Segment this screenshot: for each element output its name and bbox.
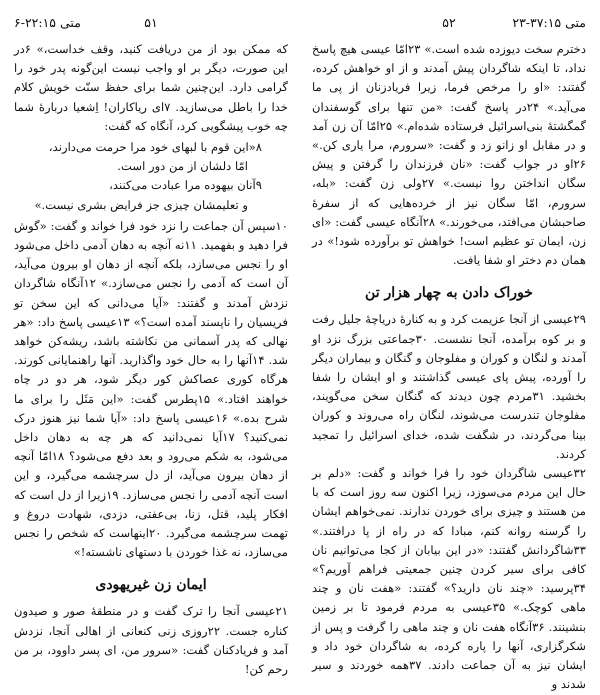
running-header-right bbox=[312, 12, 586, 34]
paragraph: ۳۲عیسی شاگردان خود را فرا خواند و گفت: «دلم بر حال این مردم می‌سوزد، زیرا اکنون سه روز است که با من هستند و چیزی برای خوردن ندارند. نمی‌خواهم ایشان را گرسنه روانه کنم، مبادا که در راه از پا درافتند.» ۳۳شاگردانش گفتند: «در این بیابان از کجا می‌توانیم نان کافی برای سیر کردن چنین جمعیتی فراهم آوریم؟» ۳۴پرسید: «چند نان دارید؟» گفتند: «هفت نان و چند ماهی کوچک.» ۳۵عیسی به مردم فرمود تا بر زمین بنشینند. ۳۶آنگاه هفت نان و چند ماهی را گرفت و پس از شکرگزاری، آنها را پاره کرده، به شاگردان خود داد و ایشان نیز به آن جماعت دادند. ۳۷همه خوردند و سیر شدند و bbox=[312, 466, 586, 692]
paragraph: ۲۱عیسی آنجا را ترک گفت و در منطقهٔ صور و صیدون کناره جست. ۲۲روزی زنی کنعانی از اهالی آنجا، نزدش آمد و فریادکنان گفت: «سرور من، ای پسر داوود، بر من رحم کن! bbox=[14, 604, 288, 677]
poem-line: ۸«این قوم با لبهای خود مرا حرمت می‌دارند، bbox=[48, 140, 262, 155]
text-block bbox=[312, 40, 586, 695]
page-number: ۵۲ bbox=[442, 15, 456, 30]
paragraph: ۱۰سپس آن جماعت را نزد خود فرا خواند و گفت: «گوش فرا دهید و بفهمید. ۱۱نه آنچه به دهان آدمی داخل می‌شود او را نجس می‌سازد، بلکه آنچه از دهان او بیرون می‌آید، آن است که آدمی را نجس می‌سازد.» ۱۲آنگاه شاگردان نزدش آمدند و گفتند: «آیا می‌دانی که این سخن تو فریسیان را ناپسند آمده است؟» ۱۳عیسی پاسخ داد: «هر نهالی که پدر آسمانی من نکاشته باشد، ریشه‌کن خواهد شد. ۱۴آنها را به حال خود واگذارید. آنها راهنمایانی کورند. هرگاه کوری عصاکش کور دیگر شود، هر دو در چاه خواهند افتاد.» ۱۵پطرس گفت: «این مَثَل را برای ما شرح بده.» ۱۶عیسی پاسخ داد: «آیا شما نیز هنوز درک نمی‌کنید؟ ۱۷آیا نمی‌دانید که هر چه به دهان داخل می‌شود، به شکم می‌رود و بعد دفع می‌شود؟ ۱۸امّا آنچه از دهان بیرون می‌آید، از دل سرچشمه می‌گیرد، و این است آنچه آدمی را نجس می‌سازد. ۱۹زیرا از دل است که افکار پلید، قتل، زنا، بی‌عفتی، دزدی، شهادت دروغ و تهمت سرچشمه می‌گیرد. ۲۰اینهاست که شخص را نجس می‌سازد، نه غذا خوردن با دستهای ناشسته!» bbox=[14, 218, 288, 560]
text-block bbox=[14, 40, 288, 679]
poem-line: و تعلیمشان چیزی جز فرایض بشری نیست.» bbox=[34, 197, 248, 212]
paragraph: که ممکن بود از من دریافت کنید، وقف خداست،» ۶در این صورت، دیگر بر او واجب نیست این‌گونه پدر خود را گرامی دارد. این‌چنین شما برای حفظ سنّت خویش کلام خدا را باطل می‌سازید. ۷ای ریاکاران! اِشعیا دربارهٔ شما چه خوب پیشگویی کرد، آنگاه که گفت: bbox=[14, 42, 288, 133]
poem-line: امّا دلشان از من دور است. bbox=[117, 159, 248, 174]
running-header-left bbox=[14, 12, 288, 34]
section-heading: خوراک دادن به چهار هزار تن bbox=[365, 285, 533, 302]
page-number: ۵۱ bbox=[144, 15, 158, 30]
poem-line: ۹آنان بیهوده مرا عبادت می‌کنند، bbox=[109, 178, 262, 193]
page-reference: متی ۱۵:‏۲۳-۳۷ bbox=[512, 15, 586, 30]
paragraph: ۲۹عیسی از آنجا عزیمت کرد و به کنارهٔ دریاچهٔ جلیل رفت و بر کوه برآمده، آنجا نشست. ۳۰جماعتی بزرگ نزد او آمدند و لنگان و کوران و مفلوجان و گنگان و بیماران دیگر را آورده، پیش پای عیسی گذاشتند و او ایشان را شفا بخشید. ۳۱مردم چون دیدند که گنگان سخن می‌گویند، مفلوجان تندرست می‌شوند، لنگان راه می‌روند و کوران بینا می‌گردند، در شگفت شده، خدای اسرائیل را تمجید کردند. bbox=[312, 312, 586, 461]
paragraph: دخترم سخت دیوزده شده است.» ۲۳امّا عیسی هیچ پاسخ نداد، تا اینکه شاگردان پیش آمدند و از او خواهش کرده، گفتند: «او را مرخص فرما، زیرا فریادزنان از پی ما می‌آید.» ۲۴در پاسخ گفت: «من تنها برای گوسفندان گمگشتهٔ بنی‌اسرائیل فرستاده شده‌ام.» ۲۵امّا آن زن آمد و در مقابل او زانو زد و گفت: «سرورم، مرا یاری کن.» ۲۶او در جواب گفت: «نان فرزندان را گرفتن و پیش سگان انداختن روا نیست.» ۲۷ولی زن گفت: «بله، سرورم، امّا سگان نیز از خرده‌هایی که از سفرهٔ صاحبشان می‌افتد، می‌خورند.» ۲۸آنگاه عیسی گفت: «ای زن، ایمان تو عظیم است! خواهش تو برآورده شود!» در همان دم دختر او شفا یافت. bbox=[312, 42, 587, 268]
right-page bbox=[306, 0, 594, 692]
page-reference: متی ۱۵:‏۶-۲۲ bbox=[14, 15, 81, 30]
section-heading: ایمان زن غیریهودی bbox=[95, 577, 207, 594]
quotation-poem bbox=[14, 138, 288, 215]
left-page bbox=[6, 0, 294, 677]
